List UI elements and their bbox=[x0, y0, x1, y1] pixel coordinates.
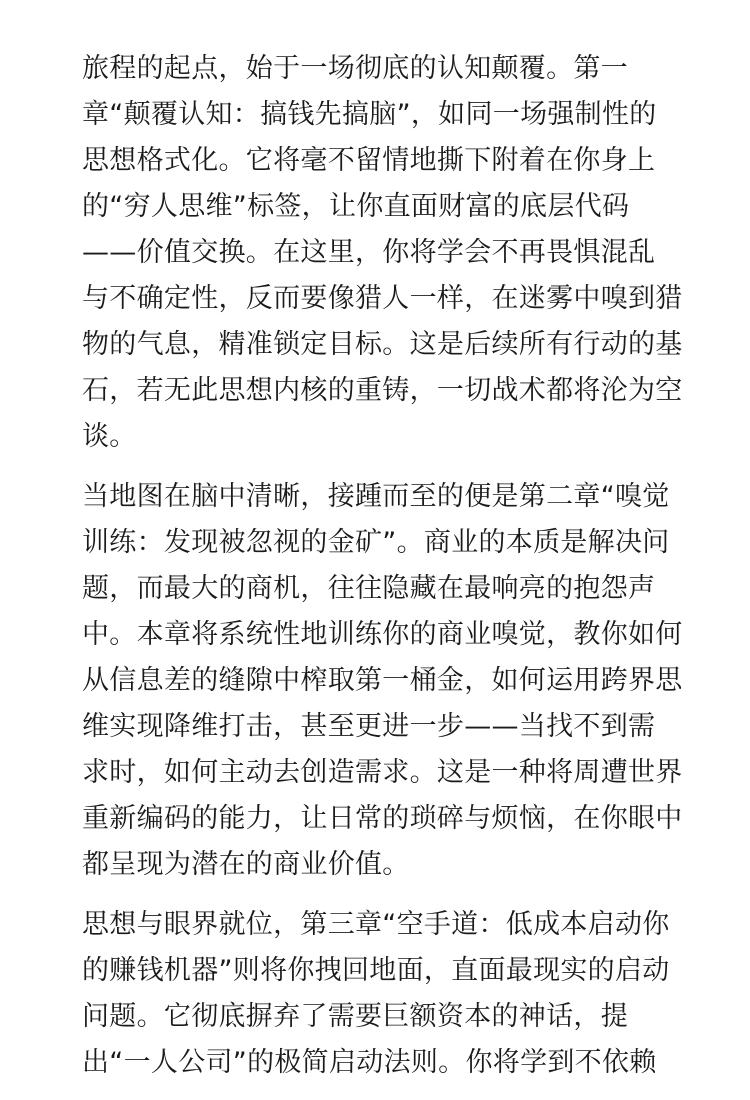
text-line: 维实现降维打击，甚至更进一步——当找不到需 bbox=[82, 711, 656, 742]
paragraph-3 bbox=[82, 902, 682, 1086]
text-line: 与不确定性，反而要像猎人一样，在迷雾中嗅到猎 bbox=[82, 283, 683, 314]
paragraph-2 bbox=[82, 474, 682, 888]
text-line: 旅程的起点，始于一场彻底的认知颠覆。第一 bbox=[82, 53, 628, 84]
text-line: 求时，如何主动去创造需求。这是一种将周遭世界 bbox=[82, 757, 683, 788]
text-line: 的“穷人思维”标签，让你直面财富的底层代码 bbox=[82, 191, 630, 222]
text-line: 训练：发现被忽视的金矿”。商业的本质是解决问 bbox=[82, 527, 670, 558]
text-line: 思想与眼界就位，第三章“空手道：低成本启动你 bbox=[82, 909, 670, 940]
text-line: 重新编码的能力，让日常的琐碎与烦恼，在你眼中 bbox=[82, 803, 683, 834]
text-line: 石，若无此思想内核的重铸，一切战术都将沦为空 bbox=[82, 375, 683, 406]
article-body bbox=[82, 46, 682, 1100]
text-line: 问题。它彻底摒弃了需要巨额资本的神话，提 bbox=[82, 1001, 628, 1032]
text-line: ——价值交换。在这里，你将学会不再畏惧混乱 bbox=[82, 237, 656, 268]
text-line: 物的气息，精准锁定目标。这是后续所有行动的基 bbox=[82, 329, 683, 360]
text-line: 从信息差的缝隙中榨取第一桶金，如何运用跨界思 bbox=[82, 665, 683, 696]
text-line: 思想格式化。它将毫不留情地撕下附着在你身上 bbox=[82, 145, 656, 176]
paragraph-1 bbox=[82, 46, 682, 460]
text-line: 章“颠覆认知：搞钱先搞脑”，如同一场强制性的 bbox=[82, 99, 657, 130]
text-line: 出“一人公司”的极简启动法则。你将学到不依赖 bbox=[82, 1047, 657, 1078]
text-line: 谈。 bbox=[82, 421, 137, 452]
text-line: 当地图在脑中清晰，接踵而至的便是第二章“嗅觉 bbox=[82, 481, 670, 512]
text-line: 的赚钱机器”则将你拽回地面，直面最现实的启动 bbox=[82, 955, 670, 986]
text-line: 都呈现为潜在的商业价值。 bbox=[82, 849, 410, 880]
text-line: 中。本章将系统性地训练你的商业嗅觉，教你如何 bbox=[82, 619, 683, 650]
text-line: 题，而最大的商机，往往隐藏在最响亮的抱怨声 bbox=[82, 573, 656, 604]
